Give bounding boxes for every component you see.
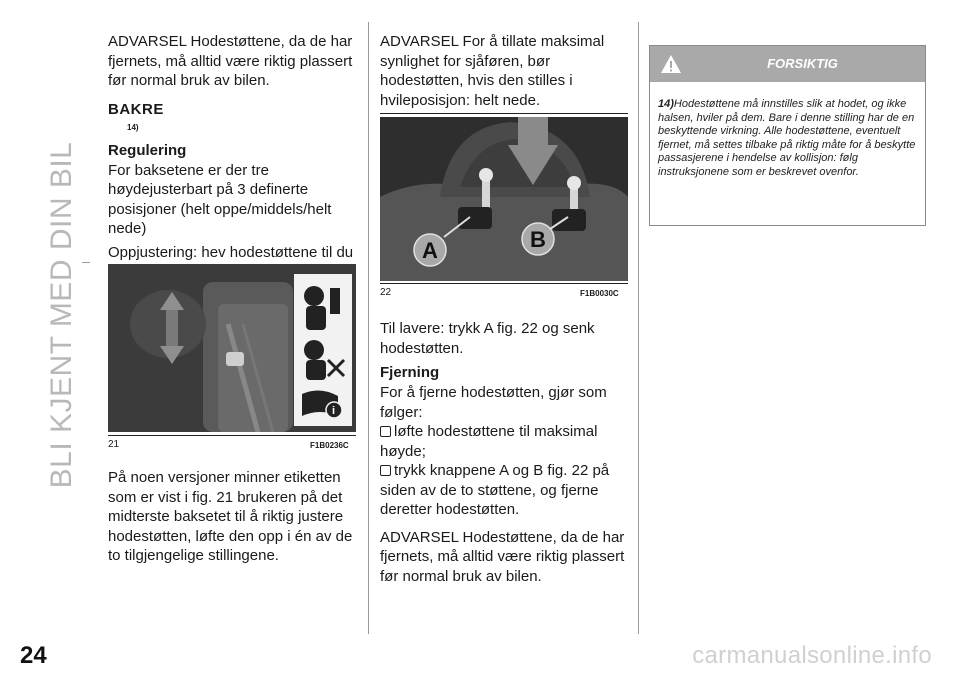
column-1 xyxy=(108,22,358,282)
figure-22-top-rule xyxy=(380,113,628,114)
column-2-lower xyxy=(380,319,630,586)
column-divider-1 xyxy=(368,22,369,634)
figure-21-rule xyxy=(108,435,356,436)
heading-fjerning: Fjerning xyxy=(380,364,440,381)
figure-21-number: 21 xyxy=(108,439,120,450)
ref-14: 14) xyxy=(127,122,139,132)
figure-22-label-a: A xyxy=(422,238,438,263)
para-lavere: Til lavere: trykk A fig. 22 og senk hodestøtten. xyxy=(380,320,595,357)
bullet-item-1 xyxy=(380,422,630,461)
figure-22-bottom-rule xyxy=(380,283,628,284)
page-number: 24 xyxy=(20,642,47,669)
heading-regulering: Regulering xyxy=(108,141,187,159)
sidebar-section-title xyxy=(32,141,92,489)
figure-22-illustration xyxy=(380,117,628,281)
figure-22-number: 22 xyxy=(380,287,392,298)
figure-22-code: F1B0030C xyxy=(580,289,619,298)
checkbox-bullet-icon xyxy=(380,426,391,437)
bullet-item-2 xyxy=(380,461,630,520)
figure-22-image xyxy=(380,117,628,281)
warning-top: ADVARSEL For å tillate maksimal synlighet for sjåføren, bør hodestøtten, hvis den stilles i hvileposisjon: helt nede. xyxy=(380,33,605,109)
caution-ref: 14) xyxy=(658,98,674,110)
para-oppjustering: Oppjustering: hev hodestøttene til du xyxy=(108,243,354,261)
checkbox-bullet-icon xyxy=(380,465,391,476)
figure-21-image xyxy=(108,264,356,432)
column-1-lower xyxy=(108,468,360,566)
warning-bottom: ADVARSEL Hodestøttene, da de har fjernets, må alltid være riktig plassert før normal bruk av bilen. xyxy=(380,528,625,585)
bullet-1-text: løfte hodestøttene til maksimal høyde; xyxy=(380,423,598,460)
section-title-text: BLI KJENT MED DIN BIL xyxy=(45,141,78,489)
para-fjerning: For å fjerne hodestøtten, gjør som følger: xyxy=(380,384,607,421)
watermark-text: carmanualsonline.info xyxy=(692,642,932,669)
column-divider-2 xyxy=(638,22,639,634)
warning-intro: ADVARSEL Hodestøttene, da de har fjernets, må alltid være riktig plassert før normal bruk av bilen. xyxy=(108,33,353,89)
para-etiketten: På noen versjoner minner etiketten som er vist i fig. 21 brukeren på det midterste baksetet til å riktig justere hodestøtten, løfte den opp i én av de to tilgjengelige stillingene. xyxy=(108,469,353,564)
caution-body xyxy=(658,98,920,179)
figure-21-illustration xyxy=(108,264,356,432)
figure-22-label-b: B xyxy=(530,227,546,252)
caution-header xyxy=(650,46,925,82)
para-regulering: For baksetene er der tre høydejusterbart på 3 definerte posisjoner (helt oppe/middels/helt nede) xyxy=(108,161,332,237)
bullet-2-text: trykk knappene A og B fig. 22 på siden av de to støttene, og fjerne deretter hodestøtten. xyxy=(380,462,610,518)
column-2-top xyxy=(380,32,630,110)
figure-21-code: F1B0236C xyxy=(310,441,349,450)
caution-box xyxy=(649,45,926,226)
heading-bakre: BAKRE xyxy=(108,100,164,118)
caution-title: FORSIKTIG xyxy=(767,56,838,71)
svg-text:i: i xyxy=(332,405,336,417)
sidebar-tick xyxy=(82,262,90,263)
caution-text: Hodestøttene må innstilles slik at hodet, og ikke halsen, hviler på dem. Bare i denne stilling har de en beskyttende virkning. Alle hodestøttene, eventuelt fjernet, må settes tilbake på riktig måte for å beskytte passasjerene i hendelse av kollisjon: følg instruksjonene som er beskrevet ovenfor. xyxy=(658,98,916,178)
